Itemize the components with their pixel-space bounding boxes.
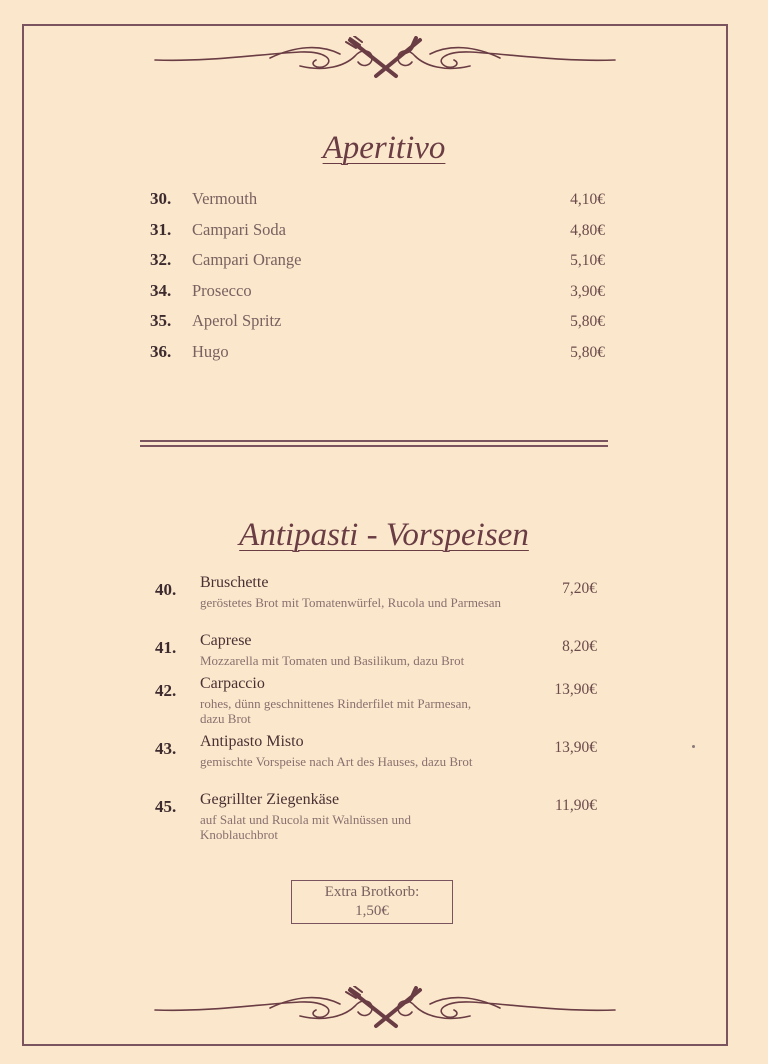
extra-label: Extra Brotkorb: [324,884,420,900]
item-name: Campari Soda [192,219,286,239]
item-number: 35. [150,311,172,330]
item-price: 13,90€ [554,739,597,756]
item-number: 43. [155,739,177,758]
list-item [150,307,605,338]
item-number: 30. [150,189,172,208]
item-name: Bruschette [200,574,269,591]
item-number: 36. [150,341,172,361]
list-item [155,675,597,733]
item-number: 32. [150,250,172,269]
item-price: 4,80€ [570,221,605,239]
aperitivo-title: Aperitivo [322,130,446,166]
cutlery-ornament-icon [150,36,620,80]
item-price: 4,10€ [570,191,605,208]
item-name: Hugo [192,341,229,361]
item-number: 42. [155,681,177,700]
aperitivo-list [150,185,605,368]
item-price: 3,90€ [570,282,605,300]
section-divider [140,440,608,442]
item-name: Aperol Spritz [192,311,282,330]
list-item [155,791,597,849]
item-name: Prosecco [192,280,252,300]
item-price: 11,90€ [554,797,597,814]
list-item [150,338,605,369]
item-number: 41. [155,638,177,657]
item-description: auf Salat und Rucola mit Walnüssen und Knoblauchbrot [200,812,412,842]
item-name: Caprese [200,632,252,649]
item-description: Mozzarella mit Tomaten und Basilikum, dazu Brot [200,653,465,668]
antipasti-title: Antipasti - Vorspeisen [239,517,529,553]
item-number: 40. [155,580,177,599]
item-name: Campari Orange [192,250,302,269]
list-item [150,185,605,216]
list-item [155,574,597,632]
item-name: Antipasto Misto [200,733,304,750]
item-number: 34. [150,280,172,300]
extra-bread-box [291,880,453,924]
list-item [150,277,605,308]
item-price: 13,90€ [554,681,597,698]
extra-price: 1,50€ [355,903,389,919]
item-description: rohes, dünn geschnittenes Rinderfilet mit Parmesan, dazu Brot [200,696,472,726]
item-price: 7,20€ [562,580,597,597]
item-price: 5,80€ [570,313,605,330]
cutlery-ornament-icon [150,986,620,1030]
list-item [155,632,597,675]
item-name: Carpaccio [200,675,265,692]
item-number: 45. [155,797,177,816]
antipasti-list [155,574,597,849]
item-price: 5,80€ [570,343,605,361]
item-number: 31. [150,219,172,239]
item-price: 5,10€ [570,252,605,269]
item-description: geröstetes Brot mit Tomatenwürfel, Rucola und Parmesan [200,595,502,610]
item-name: Vermouth [192,189,258,208]
list-item [155,733,597,791]
paper-speck [692,745,695,748]
list-item [150,246,605,277]
item-name: Gegrillter Ziegenkäse [200,791,340,808]
section-divider [140,445,608,447]
item-price: 8,20€ [562,638,597,655]
list-item [150,216,605,247]
item-description: gemischte Vorspeise nach Art des Hauses, dazu Brot [200,754,473,769]
